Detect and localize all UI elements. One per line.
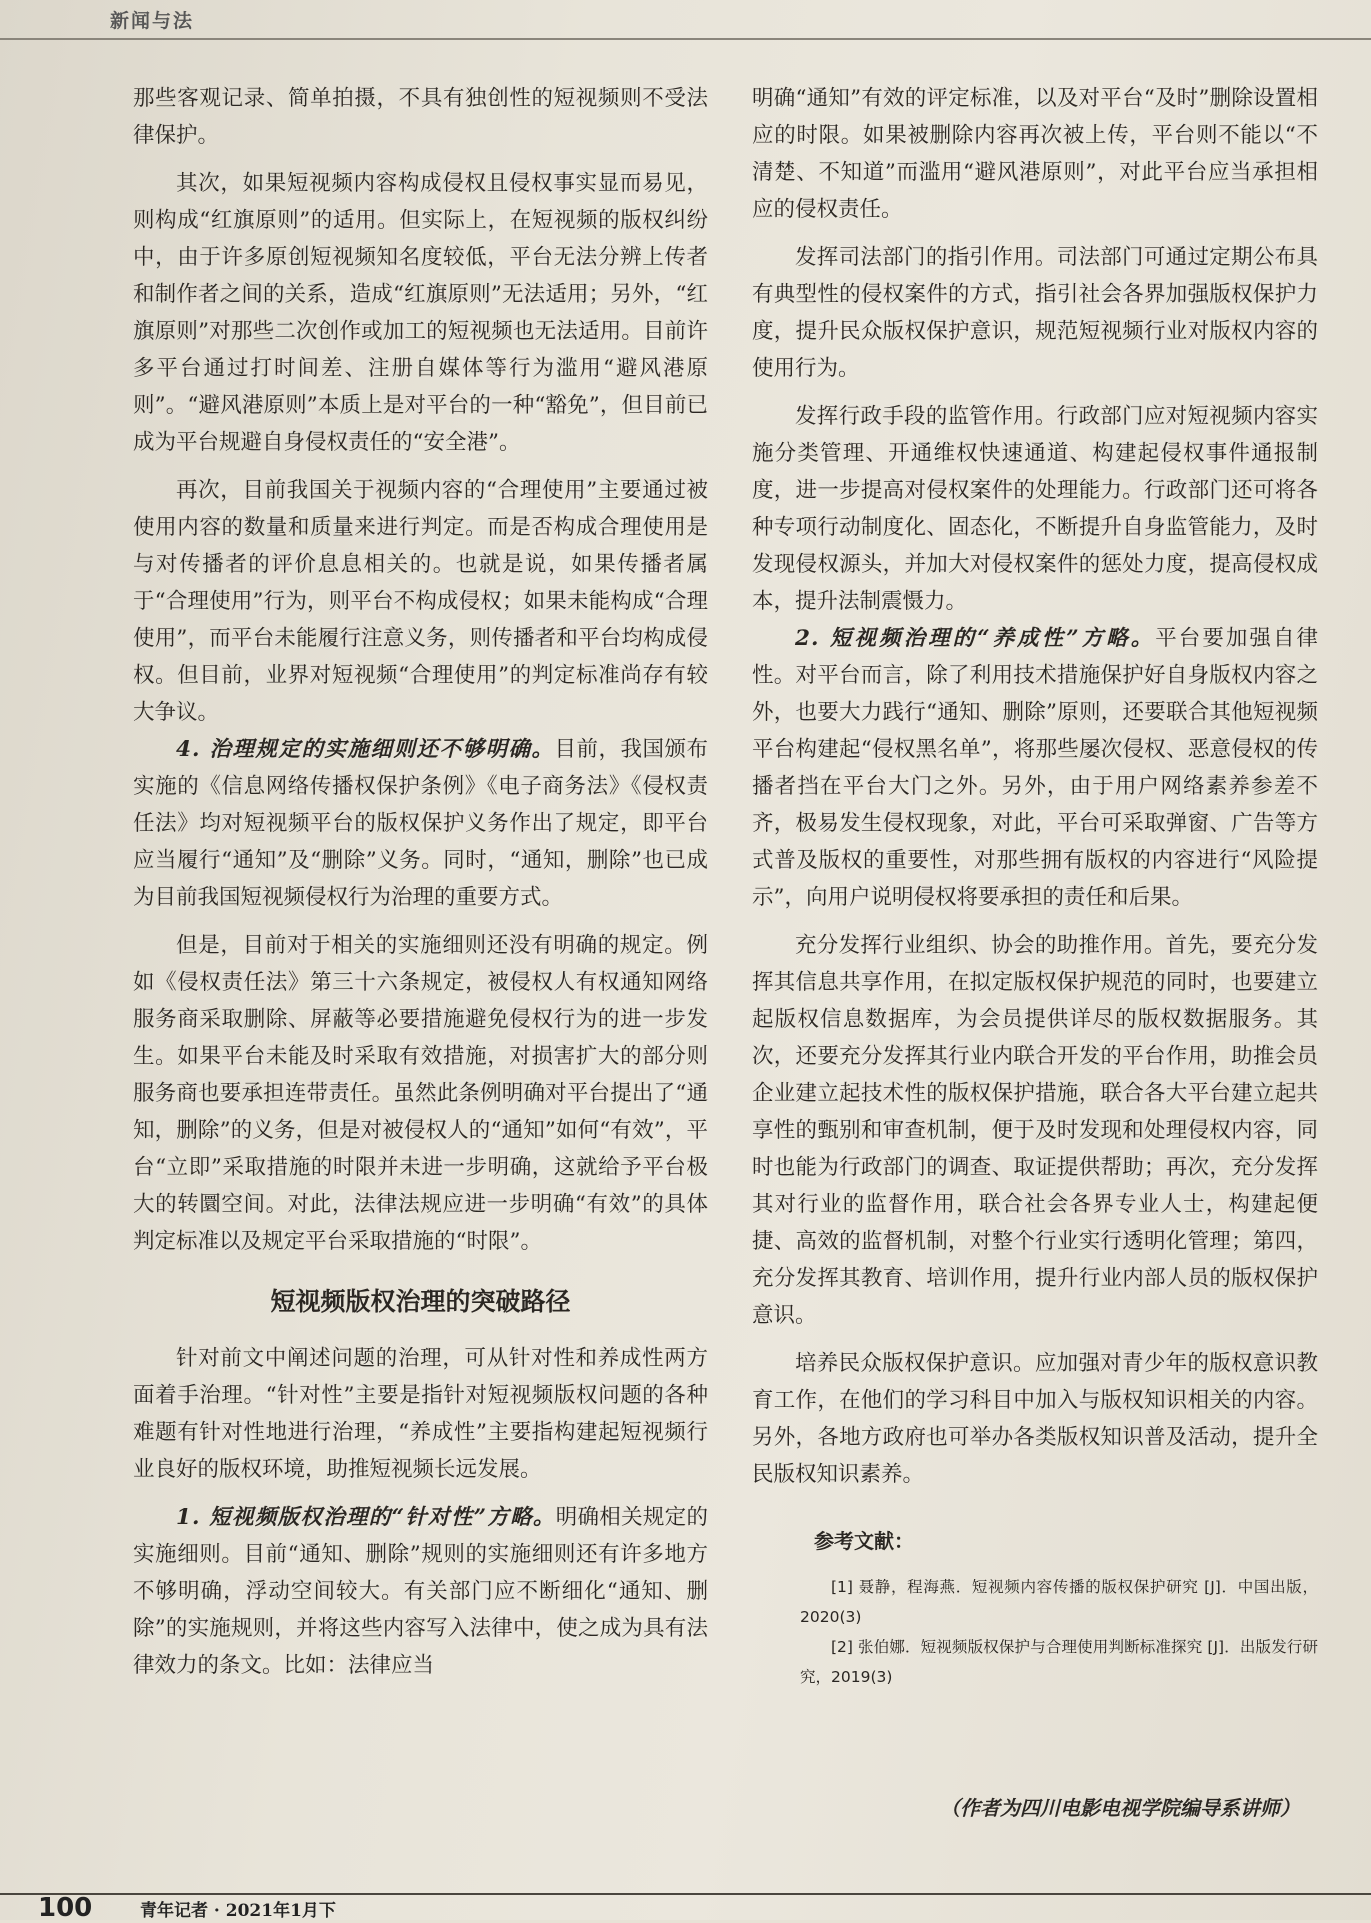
paragraph: 那些客观记录、简单拍摄，不具有独创性的短视频则不受法律保护。 — [133, 86, 708, 148]
reference-item: [2] 张伯娜．短视频版权保护与合理使用判断标准探究 [J]．出版发行研究，2019(3) — [800, 1638, 1318, 1686]
paragraph-body: 目前，我国颁布实施的《信息网络传播权保护条例》《电子商务法》《侵权责任法》均对短视频平台的版权保护义务作出了规定，即平台应当履行“通知”及“删除”义务。同时，“通知，删除”也已成为目前我国短视频侵权行为治理的重要方式。 — [133, 737, 708, 910]
paragraph: 明确“通知”有效的评定标准，以及对平台“及时”删除设置相应的时限。如果被删除内容再次被上传，平台则不能以“不清楚、不知道”而滥用“避风港原则”，对此平台应当承担相应的侵权责任。 — [752, 86, 1318, 222]
paragraph: 针对前文中阐述问题的治理，可从针对性和养成性两方面着手治理。“针对性”主要是指针对短视频版权问题的各种难题有针对性地进行治理，“养成性”主要指构建起短视频行业良好的版权环境，助推短视频长远发展。 — [133, 1346, 708, 1482]
paragraph — [752, 620, 1318, 916]
subheading-runin: 2. 短视频治理的“养成性”方略。 — [795, 626, 1156, 651]
paragraph: 发挥司法部门的指引作用。司法部门可通过定期公布具有典型性的侵权案件的方式，指引社会各界加强版权保护力度，提升民众版权保护意识，规范短视频行业对版权内容的使用行为。 — [752, 245, 1318, 381]
paragraph: 其次，如果短视频内容构成侵权且侵权事实显而易见，则构成“红旗原则”的适用。但实际上，在短视频的版权纠纷中，由于许多原创短视频知名度较低，平台无法分辨上传者和制作者之间的关系，造成“红旗原则”无法适用；另外，“红旗原则”对那些二次创作或加工的短视频也无法适用。目前许多平台通过打时间差、注册自媒体等行为滥用“避风港原则”。“避风港原则”本质上是对平台的一种“豁免”，但目前已成为平台规避自身侵权责任的“安全港”。 — [133, 171, 708, 455]
paragraph: 发挥行政手段的监管作用。行政部门应对短视频内容实施分类管理、开通维权快速通道、构建起侵权事件通报制度，进一步提高对侵权案件的处理能力。行政部门还可将各种专项行动制度化、固态化，不断提升自身监管能力，及时发现侵权源头，并加大对侵权案件的惩处力度，提高侵权成本，提升法制震慑力。 — [752, 404, 1318, 614]
section-header: 新闻与法 — [110, 10, 195, 32]
page-number: 100 — [38, 1893, 93, 1923]
paragraph: 但是，目前对于相关的实施细则还没有明确的规定。例如《侵权责任法》第三十六条规定，被侵权人有权通知网络服务商采取删除、屏蔽等必要措施避免侵权行为的进一步发生。如果平台未能及时采取有效措施，对损害扩大的部分则服务商也要承担连带责任。虽然此条例明确对平台提出了“通知，删除”的义务，但是对被侵权人的“通知”如何“有效”，平台“立即”采取措施的时限并未进一步明确，这就给予平台极大的转圜空间。对此，法律法规应进一步明确“有效”的具体判定标准以及规定平台采取措施的“时限”。 — [133, 933, 708, 1254]
left-column — [133, 80, 708, 1684]
reference-item: [1] 聂静，程海燕．短视频内容传播的版权保护研究 [J]．中国出版，2020(3) — [800, 1578, 1318, 1626]
paragraph: 充分发挥行业组织、协会的助推作用。首先，要充分发挥其信息共享作用，在拟定版权保护规范的同时，也要建立起版权信息数据库，为会员提供详尽的版权数据服务。其次，还要充分发挥其行业内联合开发的平台作用，助推会员企业建立起技术性的版权保护措施，联合各大平台建立起共享性的甄别和审查机制，便于及时发现和处理侵权内容，同时也能为行政部门的调查、取证提供帮助；再次，充分发挥其对行业的监督作用，联合社会各界专业人士，构建起便捷、高效的监督机制，对整个行业实行透明化管理；第四，充分发挥其教育、培训作用，提升行业内部人员的版权保护意识。 — [752, 933, 1318, 1328]
paragraph — [133, 731, 708, 916]
paragraph-body: 明确相关规定的实施细则。目前“通知、删除”规则的实施细则还有许多地方不够明确，浮动空间较大。有关部门应不断细化“通知、删除”的实施规则，并将这些内容写入法律中，使之成为具有法律效力的条文。比如：法律应当 — [133, 1505, 708, 1678]
journal-title: 青年记者 · 2021年1月下 — [140, 1901, 336, 1921]
footer-divider — [0, 1893, 1371, 1895]
header-divider — [0, 38, 1371, 40]
paragraph: 培养民众版权保护意识。应加强对青少年的版权意识教育工作，在他们的学习科目中加入与版权知识相关的内容。另外，各地方政府也可举办各类版权知识普及活动，提升全民版权知识素养。 — [752, 1351, 1318, 1487]
author-note: （作者为四川电影电视学院编导系讲师） — [940, 1796, 1300, 1820]
right-column — [752, 80, 1318, 1692]
subheading-runin: 1. 短视频版权治理的“针对性”方略。 — [176, 1505, 556, 1530]
paragraph — [133, 1499, 708, 1684]
references-title: 参考文献： — [814, 1529, 914, 1553]
paragraph-body: 平台要加强自律性。对平台而言，除了利用技术措施保护好自身版权内容之外，也要大力践行“通知、删除”原则，还要联合其他短视频平台构建起“侵权黑名单”，将那些屡次侵权、恶意侵权的传播者挡在平台大门之外。另外，由于用户网络素养参差不齐，极易发生侵权现象，对此，平台可采取弹窗、广告等方式普及版权的重要性，对那些拥有版权的内容进行“风险提示”，向用户说明侵权将要承担的责任和后果。 — [752, 626, 1318, 910]
paragraph: 再次，目前我国关于视频内容的“合理使用”主要通过被使用内容的数量和质量来进行判定。而是否构成合理使用是与对传播者的评价息息相关的。也就是说，如果传播者属于“合理使用”行为，则平台不构成侵权；如果未能构成“合理使用”，而平台未能履行注意义务，则传播者和平台均构成侵权。但目前，业界对短视频“合理使用”的判定标准尚存有较大争议。 — [133, 478, 708, 725]
subheading-runin: 4. 治理规定的实施细则还不够明确。 — [176, 737, 555, 762]
section-title: 短视频版权治理的突破路径 — [270, 1287, 571, 1316]
